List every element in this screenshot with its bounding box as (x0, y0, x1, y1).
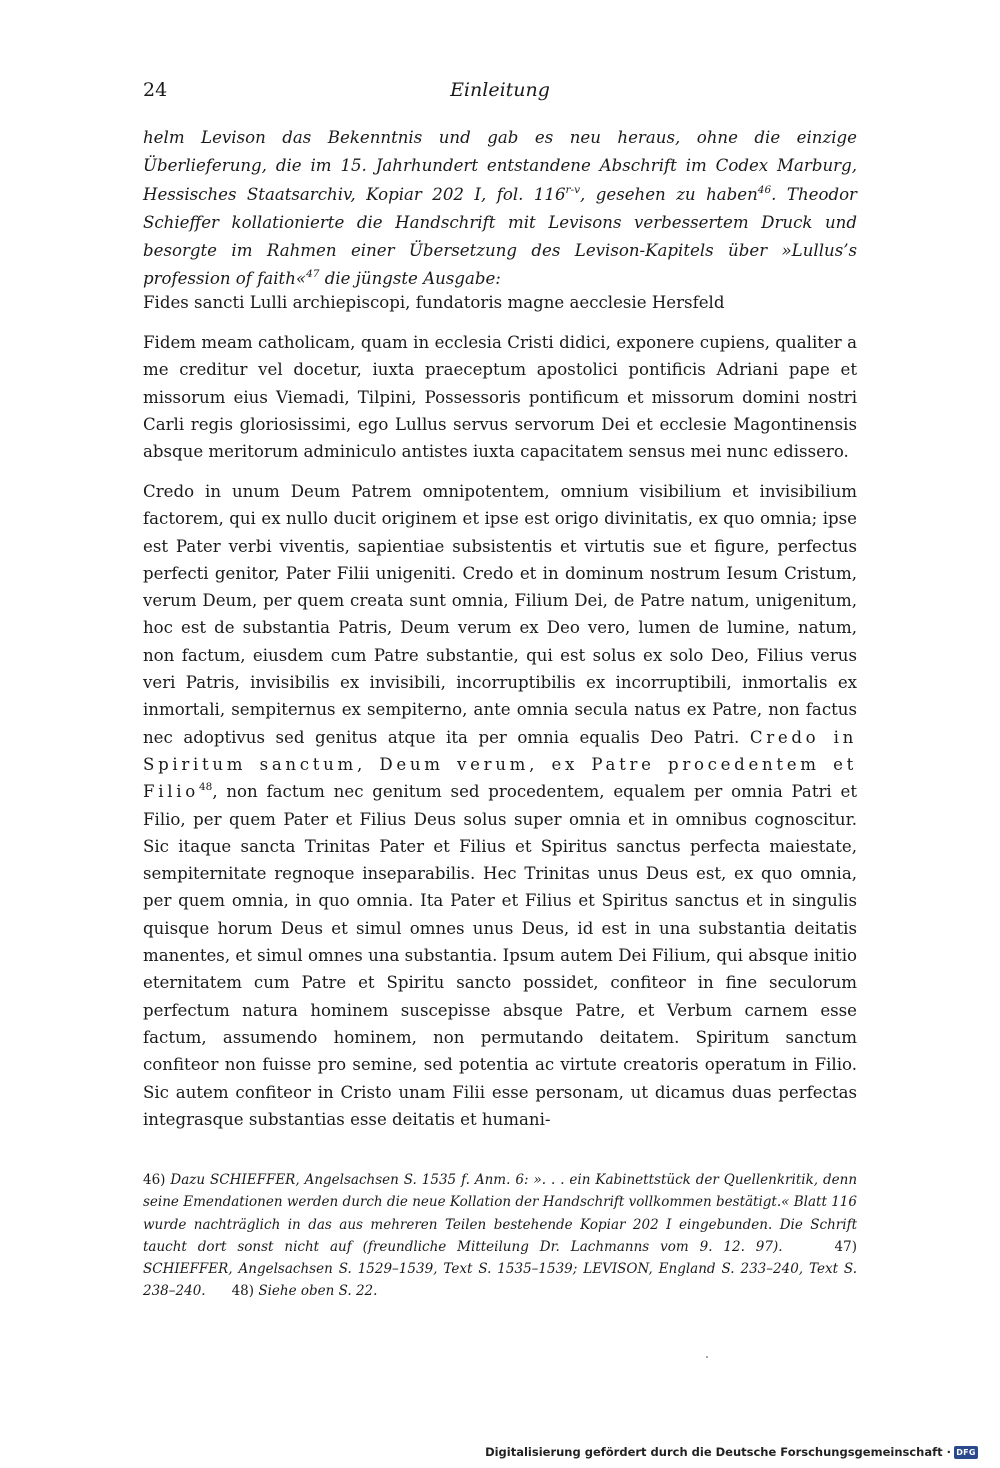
page-number: 24 (143, 79, 168, 101)
creed-paragraph-1: Fidem meam catholicam, quam in ecclesia Cristi didici, exponere cupiens, qualiter a me creditur vel docetur, iuxta praeceptum apostolici pontificis Adriani pape et missorum eius Viemadi, Tilpini, Possessoris pontificum et missorum domini nostri Carli regis gloriosissimi, ego Lullus servus servorum Dei et ecclesie Magontinensis absque meritorum adminiculo antistes iuxta capacitatem sensus mei nunc edissero. (143, 333, 857, 462)
intro-text-4: die jüngste Ausgabe: (319, 269, 501, 289)
intro-text-3: . Theodor Schieffer kollationierte die Handschrift mit Levisons verbessertem Druck und besorgte im Rahmen einer Übersetzung des Levison-Kapitels über »Lullus’s profession of faith« (143, 184, 857, 289)
footnotes (143, 1169, 857, 1303)
running-head: Einleitung (450, 79, 550, 101)
creed-paragraph-2 (143, 478, 857, 1133)
creed-p2-spaced-text: Credo in Spiritum sanctum, Deum verum, ex Patre procedentem et Filio (143, 727, 857, 802)
scan-speck (706, 1356, 708, 1358)
creed-p2-text-a: Credo in unum Deum Patrem omnipotentem, omnium visibilium et invisibilium factorem, qui ex nullo ducit originem et ipse est origo divinitatis, ex quo omnia; ipse est Pater verbi viventis, sapientiae subsistentis et virtutis sue et figure, perfectus perfecti genitor, Pater Filii unigeniti. Credo et in dominum nostrum Iesum Cristum, verum Deum, per quem creata sunt omnia, Filium Dei, de Patre natum, unigenitum, hoc est de substantia Patris, Deum verum ex Deo vero, lumen de lumine, natum, non factum, eiusdem cum Patre substantie, qui est solus ex solo Deo, Filius verus veri Patris, invisibilis ex invisibili, incorruptibilis ex incorruptibili, inmortalis ex inmortali, sempiternus ex sempiterno, ante omnia secula natus ex Patre, non factus nec adoptivus sed genitus atque ita per omnia equalis Deo Patri. (143, 482, 857, 747)
footnote-number-47: 47) (834, 1238, 857, 1255)
dfg-logo-icon: DFG (954, 1446, 978, 1459)
creed-p2-text-b: , non factum nec genitum sed procedentem, equalem per omnia Patri et Filio, per quem Pater et Filius Deus solus super omnia et in omnibus cognoscitur. Sic itaque sancta Trinitas Pater et Filius et Spiritus sanctus perfecta maiestate, sempiternitate regnoque inseparabilis. Hec Trinitas unus Deus est, ex quo omnia, per quem omnia, in quo omnia. Ita Pater et Filius et Spiritus sanctus et in singulis quisque horum Deus et simul omnes unus Deus, id est in una substantia deitatis manentes, et simul omnes una substantia. Ipsum autem Dei Filium, qui absque initio eternitatem cum Patre et Spiritu sancto possidet, confiteor in fine seculorum perfectum natura hominem suscepisse absque Patre, et Verbum carnem esse factum, assumendo hominem, non permutando deitatem. Spiritum sanctum confiteor non fuisse pro semine, sed potentia ac virtute creatoris operatum in Filio. Sic autem confiteor in Cristo unam Filii esse personam, ut dicamus duas perfectas integrasque substantias esse deitatis et humani- (143, 782, 857, 1129)
intro-text-2: , gesehen zu haben (580, 184, 758, 204)
footnote-48-text: Siehe oben S. 22. (258, 1283, 378, 1300)
digitization-credit (485, 1443, 978, 1461)
footnote-ref-46[interactable]: 46 (757, 183, 772, 196)
intro-text-1: helm Levison das Bekenntnis und gab es neu heraus, ohne die einzige Überlieferung, die im 15. Jahrhundert entstandene Abschrift im Codex Marburg, Hessisches Staatsarchiv, Kopiar 202 I, fol. 116 (143, 128, 857, 204)
footnote-ref-47[interactable]: 47 (306, 268, 320, 281)
footnote-ref-48[interactable]: 48 (198, 781, 213, 794)
superscript-rv: r-v (565, 183, 581, 196)
intro-paragraph (143, 124, 857, 294)
footnote-47-text: SCHIEFFER, Angelsachsen S. 1529–1539, Text S. 1535–1539; LEVISON, England S. 233–240, Text S. 238–240. (143, 1261, 857, 1300)
digitization-credit-text: Digitalisierung gefördert durch die Deutsche Forschungsgemeinschaft · (485, 1445, 951, 1459)
footnote-number-48: 48) (231, 1283, 255, 1300)
footnote-number-46: 46) (143, 1172, 166, 1188)
creed-title: Fides sancti Lulli archiepiscopi, fundatoris magne aecclesie Hersfeld (143, 293, 725, 312)
footnote-46-text: Dazu SCHIEFFER, Angelsachsen S. 1535 f. Anm. 6: ». . . ein Kabinettstück der Quellenkritik, denn seine Emendationen werden durch die neue Kollation der Handschrift vollkommen bestätigt.« Blatt 116 wurde nachträglich in das aus mehreren Teilen bestehende Kopiar 202 I eingebunden. Die Schrift taucht dort sonst nicht auf (freundliche Mitteilung Dr. Lachmanns vom 9. 12. 97). (143, 1172, 858, 1255)
